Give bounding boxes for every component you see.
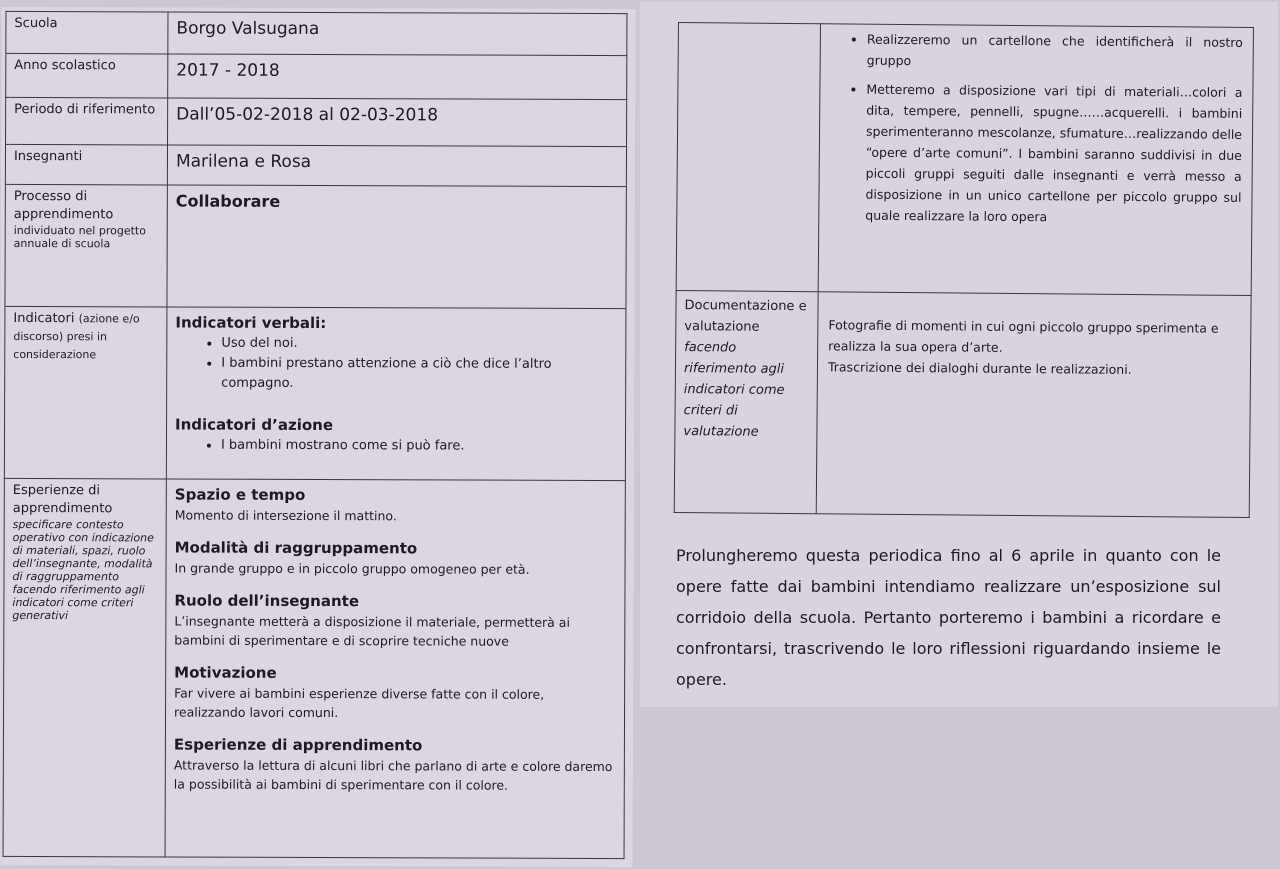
table-row xyxy=(674,290,1251,517)
section-ruolo xyxy=(174,592,616,652)
indicatori-azione-title: Indicatori d’azione xyxy=(175,415,334,435)
table-row xyxy=(5,144,626,186)
indicatori-verbali-list xyxy=(221,334,617,395)
label-small: (azione e/o discorso) presi in considerazione xyxy=(13,312,140,362)
table-row xyxy=(6,97,627,146)
table-row xyxy=(6,11,627,55)
label-main: Esperienze di apprendimento xyxy=(12,482,113,517)
section-title: Spazio e tempo xyxy=(174,485,306,504)
row-label: Periodo di riferimento xyxy=(6,97,168,145)
section-title: Modalità di raggruppamento xyxy=(174,538,418,558)
section-text: L’insegnante metterà a disposizione il materiale, permetterà ai bambini di sperimentare e di scoprire tecniche nuove xyxy=(174,613,570,649)
label-main: Indicatori xyxy=(13,310,75,327)
documentazione-line: Trascrizione dei dialoghi durante le realizzazioni. xyxy=(827,359,1132,377)
row-label xyxy=(4,306,167,479)
row-label: Insegnanti xyxy=(5,144,167,185)
section-title: Ruolo dell’insegnante xyxy=(174,591,360,611)
section-text: Far vivere ai bambini esperienze diverse fatte con il colore, realizzando lavori comuni. xyxy=(174,685,545,721)
row-label xyxy=(5,184,167,307)
section-title: Esperienze di apprendimento xyxy=(173,735,423,755)
left-page xyxy=(0,7,635,867)
label-main: Processo di apprendimento xyxy=(13,188,114,223)
section-title: Motivazione xyxy=(174,663,277,682)
row-value: Borgo Valsugana xyxy=(168,12,627,56)
indicatori-azione-list xyxy=(221,436,617,457)
row-value xyxy=(818,24,1253,296)
processo-value: Collaborare xyxy=(175,191,281,211)
list-item: • Metteremo a disposizione vari tipi di materiali…colori a dita, tempere, pennelli, spugne……acquerelli. i bambini sperimenteranno mescolanze, sfumature…realizzando delle “opere d’arte comuni”. I bambini saranno suddivisi in due piccoli gruppi seguiti dalle insegnanti e verrà messo a disposizione in un unico cartellone per piccolo gruppo sul quale realizzare la loro opera xyxy=(865,79,1242,229)
closing-paragraph: Prolungheremo questa periodica fino al 6 aprile in quanto con le opere fatte dai bambini intendiamo realizzare un’esposizione sul corridoio della scuola. Pertanto porteremo i bambini a ricordare e confrontarsi, trascrivendo le loro riflessioni riguardando insieme le opere. xyxy=(676,546,1221,689)
row-value: 2017 - 2018 xyxy=(168,54,627,100)
label-small: specificare contesto operativo con indicazione di materiali, spazi, ruolo dell’insegnante, modalità di raggruppamento facendo riferimento agli indicatori come criteri generativi xyxy=(12,517,154,623)
activity-list xyxy=(865,29,1243,229)
list-item: • Realizzeremo un cartellone che identificherà il nostro gruppo xyxy=(867,29,1243,74)
row-value: Marilena e Rosa xyxy=(167,145,626,187)
table-row xyxy=(5,184,626,308)
row-label xyxy=(676,23,820,292)
table-row xyxy=(4,306,626,480)
section-text: In grande gruppo e in piccolo gruppo omogeneo per età. xyxy=(174,560,530,577)
documentazione-line: Fotografie di momenti in cui ogni piccolo gruppo sperimenta e realizza la sua opera d’arte. xyxy=(828,317,1219,355)
row-label xyxy=(3,478,166,857)
section-raggruppamento xyxy=(175,539,617,580)
list-item: • I bambini prestano attenzione a ciò che dice l’altro compagno. xyxy=(221,354,617,395)
row-value xyxy=(816,292,1251,518)
table-row xyxy=(676,23,1253,296)
indicatori-verbali-title: Indicatori verbali: xyxy=(175,313,327,333)
label-small: individuato nel progetto annuale di scuola xyxy=(13,223,147,251)
planning-table xyxy=(3,11,628,859)
row-label: Scuola xyxy=(6,11,168,54)
label-main: Documentazione e valutazione xyxy=(684,298,807,335)
section-esperienze xyxy=(174,736,616,796)
continuation-table xyxy=(674,22,1254,518)
section-spazio xyxy=(175,486,617,527)
list-item: • Uso del noi. xyxy=(221,334,617,355)
list-item: • I bambini mostrano come si può fare. xyxy=(221,436,617,457)
row-value xyxy=(165,479,625,859)
row-value xyxy=(167,185,626,309)
table-row xyxy=(3,478,625,858)
section-motivazione xyxy=(174,664,616,724)
row-value xyxy=(166,307,626,481)
row-value: Dall’05-02-2018 al 02-03-2018 xyxy=(168,98,627,147)
section-text: Momento di intersezione il mattino. xyxy=(174,507,397,524)
label-small: facendo riferimento agli indicatori come criteri di valutazione xyxy=(683,340,785,440)
row-label: Anno scolastico xyxy=(6,53,168,98)
row-label xyxy=(674,290,818,513)
section-text: Attraverso la lettura di alcuni libri che parlano di arte e colore daremo la possibilità ai bambini di sperimentare con il colore. xyxy=(173,757,613,793)
table-row xyxy=(6,53,627,99)
